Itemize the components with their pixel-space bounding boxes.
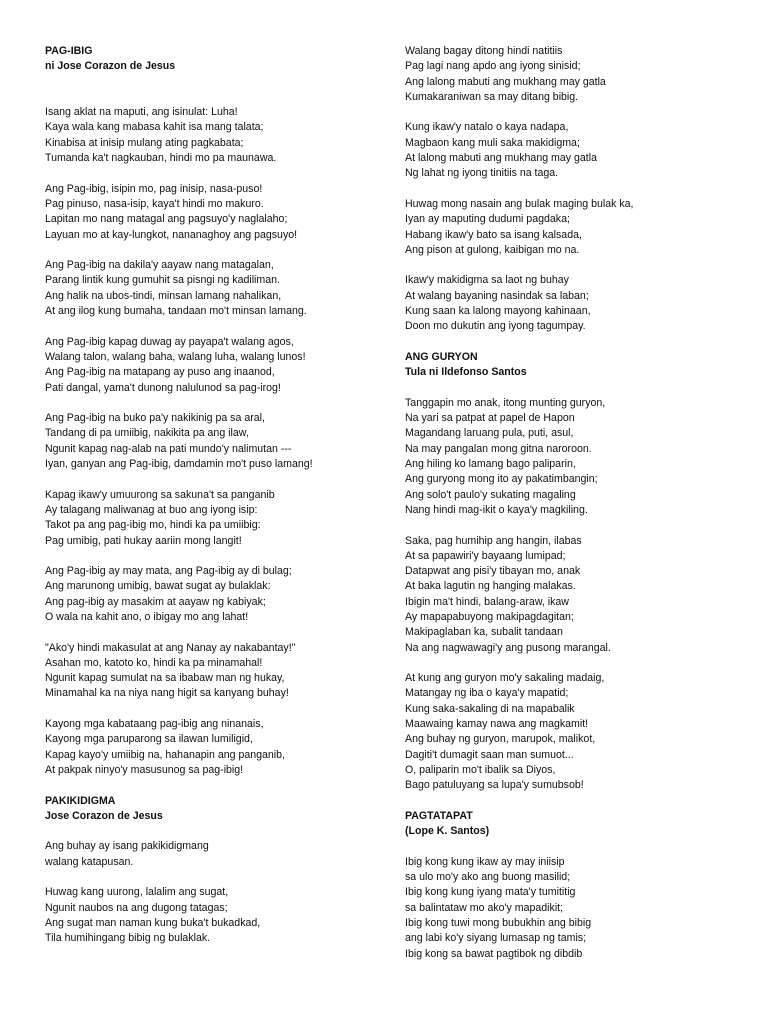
poem-line: Ngunit naubos na ang dugong tatagas; xyxy=(45,901,228,914)
poem-line: Ang lalong mabuti ang mukhang may gatla xyxy=(405,75,606,88)
poem-line: Walang talon, walang baha, walang luha, walang lunos! xyxy=(45,350,306,363)
poem-body xyxy=(45,839,365,946)
poem-line: Pati dangal, yama't dunong nalulunod sa pag-irog! xyxy=(45,381,281,394)
poem-line: Huwag mong nasain ang bulak maging bulak ka, xyxy=(405,197,634,210)
poem-line: Isang aklat na maputi, ang isinulat: Luha! xyxy=(45,106,238,119)
poem-line: Ibigin ma't hindi, balang-araw, ikaw xyxy=(405,595,569,608)
poem-line: Maawaing kamay nawa ang magkamit! xyxy=(405,718,589,731)
poem-line: Pag pinuso, nasa-isip, kaya't hindi mo makuro. xyxy=(45,197,264,210)
poem-line: Dagiti't dumagit saan man sumuot... xyxy=(405,748,574,761)
poem-line: Ang Pag-ibig ay may mata, ang Pag-ibig ay di bulag; xyxy=(45,565,292,578)
poem-line: Kaya wala kang mabasa kahit isa mang talata; xyxy=(45,121,264,134)
poem-line: O, paliparin mo't ibalik sa Diyos, xyxy=(405,763,556,776)
poem-line: Ang guryong mong ito ay pakatimbangin; xyxy=(405,473,598,486)
poem-line: Tila humihingang bibig ng bulaklak. xyxy=(45,932,211,945)
poem-line: Ang Pag-ibig kapag duwag ay payapa't walang agos, xyxy=(45,335,294,348)
poem-line: Huwag kang uurong, lalalim ang sugat, xyxy=(45,886,229,899)
poem-title: PAG-IBIG xyxy=(45,45,93,57)
poem-line: Ibig kong tuwi mong bubukhin ang bibig xyxy=(405,916,592,929)
poem-line: Pag lagi nang apdo ang iyong sinisid; xyxy=(405,60,581,73)
poem-line: Ang buhay ng guryon, marupok, malikot, xyxy=(405,733,596,746)
poem-line: ang labi ko'y siyang lumasap ng tamis; xyxy=(405,932,587,945)
right-column xyxy=(405,44,725,962)
poem-author: (Lope K. Santos) xyxy=(405,825,490,838)
poem-line: At pakpak ninyo'y masusunog sa pag-ibig! xyxy=(45,763,244,776)
left-column xyxy=(45,44,365,947)
poem-title: PAGTATAPAT xyxy=(405,809,473,822)
poem-line: Datapwat ang pisi'y tibayan mo, anak xyxy=(405,565,581,578)
poem-line: Parang lintik kung gumuhit sa pisngi ng kadiliman. xyxy=(45,274,280,287)
poem-line: Kapag kayo'y umiibig na, hahanapin ang panganib, xyxy=(45,748,285,761)
poem-line: At ang ilog kung bumaha, tandaan mo't minsan lamang. xyxy=(45,305,307,318)
poem-line: At walang bayaning nasindak sa laban; xyxy=(405,289,589,302)
poem-line: Kinabisa at inisip mulang ating pagkabata; xyxy=(45,136,244,149)
poem-line: At kung ang guryon mo'y sakaling madaig, xyxy=(405,672,605,685)
poem-line: Ng lahat ng iyong tinitiis na taga. xyxy=(405,167,559,180)
poem-line: Ay mapapabuyong makipagdagitan; xyxy=(405,610,574,623)
poem-line: Ay talagang maliwanag at buo ang iyong isip: xyxy=(45,503,258,516)
poem-line: walang katapusan. xyxy=(45,855,134,868)
poem-author: Tula ni Ildefonso Santos xyxy=(405,366,527,379)
poem-line: Kung saan ka lalong mayong kahinaan, xyxy=(405,305,591,318)
poem-line: Habang ikaw'y bato sa isang kalsada, xyxy=(405,228,582,241)
poem-body xyxy=(405,396,725,794)
poem-line: Kung saka-sakaling di na mapabalik xyxy=(405,702,575,715)
poem-line: sa balintataw mo ako'y mapadikit; xyxy=(405,901,564,914)
poem-line: Ang solo't paulo'y sukating magaling xyxy=(405,488,576,501)
poem-line: Lapitan mo nang matagal ang pagsuyo'y naglalaho; xyxy=(45,213,288,226)
poem-line: Na may pangalan mong gitna naroroon. xyxy=(405,442,592,455)
poem-title: PAKIKIDIGMA xyxy=(45,794,116,807)
poem-line: Magandang laruang pula, puti, asul, xyxy=(405,427,574,440)
poem-line: Ang halik na ubos-tindi, minsan lamang nahalikan, xyxy=(45,289,282,302)
poem-line: Iyan, ganyan ang Pag-ibig, damdamin mo't puso lamang! xyxy=(45,458,313,471)
poem-body xyxy=(405,44,725,335)
poem-line: Ang Pag-ibig, isipin mo, pag inisip, nasa-puso! xyxy=(45,182,263,195)
poem-line: Tanggapin mo anak, itong munting guryon, xyxy=(405,396,606,409)
poem-line: Ang Pag-ibig na buko pa'y nakikinig pa sa aral, xyxy=(45,412,265,425)
poem-line: sa ulo mo'y ako ang buong masilid; xyxy=(405,871,571,884)
poem-line: Saka, pag humihip ang hangin, ilabas xyxy=(405,534,582,547)
poem-line: Asahan mo, katoto ko, hindi ka pa minamahal! xyxy=(45,656,263,669)
poem-line: Ibig kong sa bawat pagtibok ng dibdib xyxy=(405,947,583,960)
poem-line: Takot pa ang pag-ibig mo, hindi ka pa umiibig: xyxy=(45,519,261,532)
poem-line: "Ako'y hindi makasulat at ang Nanay ay nakabantay!" xyxy=(45,641,296,654)
poem-line: Magbaon kang muli saka makidigma; xyxy=(405,136,580,149)
poem-line: Minamahal ka na niya nang higit sa kanyang buhay! xyxy=(45,687,289,700)
poem-line: At sa papawiri'y bayaang lumipad; xyxy=(405,549,566,562)
poem-line: Kayong mga paruparong sa ilawan lumiligid, xyxy=(45,733,253,746)
poem-line: Kapag ikaw'y umuurong sa sakuna't sa panganib xyxy=(45,488,275,501)
poem-body xyxy=(405,855,725,962)
poem-author: ni Jose Corazon de Jesus xyxy=(45,60,176,73)
poem-line: Matangay ng iba o kaya'y mapatid; xyxy=(405,687,569,700)
poem-line: Tumanda ka't nagkauban, hindi mo pa maunawa. xyxy=(45,152,277,165)
poem-line: Bago patuluyang sa lupa'y sumubsob! xyxy=(405,779,584,792)
poem-line: O wala na kahit ano, o ibigay mo ang lahat! xyxy=(45,610,249,623)
poem-body xyxy=(45,105,365,778)
poem-line: Na ang nagwawagi'y ang pusong marangal. xyxy=(405,641,611,654)
poem-line: Ibig kong kung iyang mata'y tumititig xyxy=(405,886,576,899)
poem-line: Ang hiling ko lamang bago paliparin, xyxy=(405,458,576,471)
poem-line: Kayong mga kabataang pag-ibig ang ninanais, xyxy=(45,718,264,731)
poem-line: Ngunit kapag sumulat na sa ibabaw man ng hukay, xyxy=(45,672,285,685)
poem-line: Nang hindi mag-ikit o kaya'y magkiling. xyxy=(405,503,588,516)
poem-line: Doon mo dukutin ang iyong tagumpay. xyxy=(405,320,586,333)
poem-author: Jose Corazon de Jesus xyxy=(45,809,163,822)
poem-line: Tandang di pa umiibig, nakikita pa ang ilaw, xyxy=(45,427,249,440)
poem-line: At lalong mabuti ang mukhang may gatla xyxy=(405,152,597,165)
poem-line: Pag umibig, pati hukay aariin mong langit! xyxy=(45,534,242,547)
poem-line: Ang pison at gulong, kaibigan mo na. xyxy=(405,243,580,256)
poem-line: At baka lagutin ng hanging malakas. xyxy=(405,580,576,593)
poem-line: Kung ikaw'y natalo o kaya nadapa, xyxy=(405,121,569,134)
poem-line: Walang bagay ditong hindi natitiis xyxy=(405,45,563,57)
poem-line: Ang buhay ay isang pakikidigmang xyxy=(45,840,209,853)
poem-line: Makipaglaban ka, subalit tandaan xyxy=(405,626,563,639)
poem-line: Na yari sa patpat at papel de Hapon xyxy=(405,412,575,425)
poem-line: Layuan mo at kay-lungkot, nananaghoy ang pagsuyo! xyxy=(45,228,298,241)
poem-line: Ang Pag-ibig na matapang ay puso ang inaanod, xyxy=(45,366,275,379)
poem-line: Ang pag-ibig ay masakim at aayaw ng kabiyak; xyxy=(45,595,266,608)
poem-title: ANG GURYON xyxy=(405,350,478,363)
poem-line: Ang marunong umibig, bawat sugat ay bulaklak: xyxy=(45,580,271,593)
poem-line: Iyan ay maputing dudumi pagdaka; xyxy=(405,213,570,226)
poem-line: Kumakaraniwan sa may ditang bibig. xyxy=(405,90,579,103)
poem-line: Ang sugat man naman kung buka't bukadkad, xyxy=(45,916,261,929)
poem-line: Ibig kong kung ikaw ay may iniisip xyxy=(405,855,565,868)
poem-line: Ikaw'y makidigma sa laot ng buhay xyxy=(405,274,569,287)
poem-line: Ngunit kapag nag-alab na pati mundo'y nalimutan --- xyxy=(45,442,292,455)
poem-line: Ang Pag-ibig na dakila'y aayaw nang matagalan, xyxy=(45,259,274,272)
